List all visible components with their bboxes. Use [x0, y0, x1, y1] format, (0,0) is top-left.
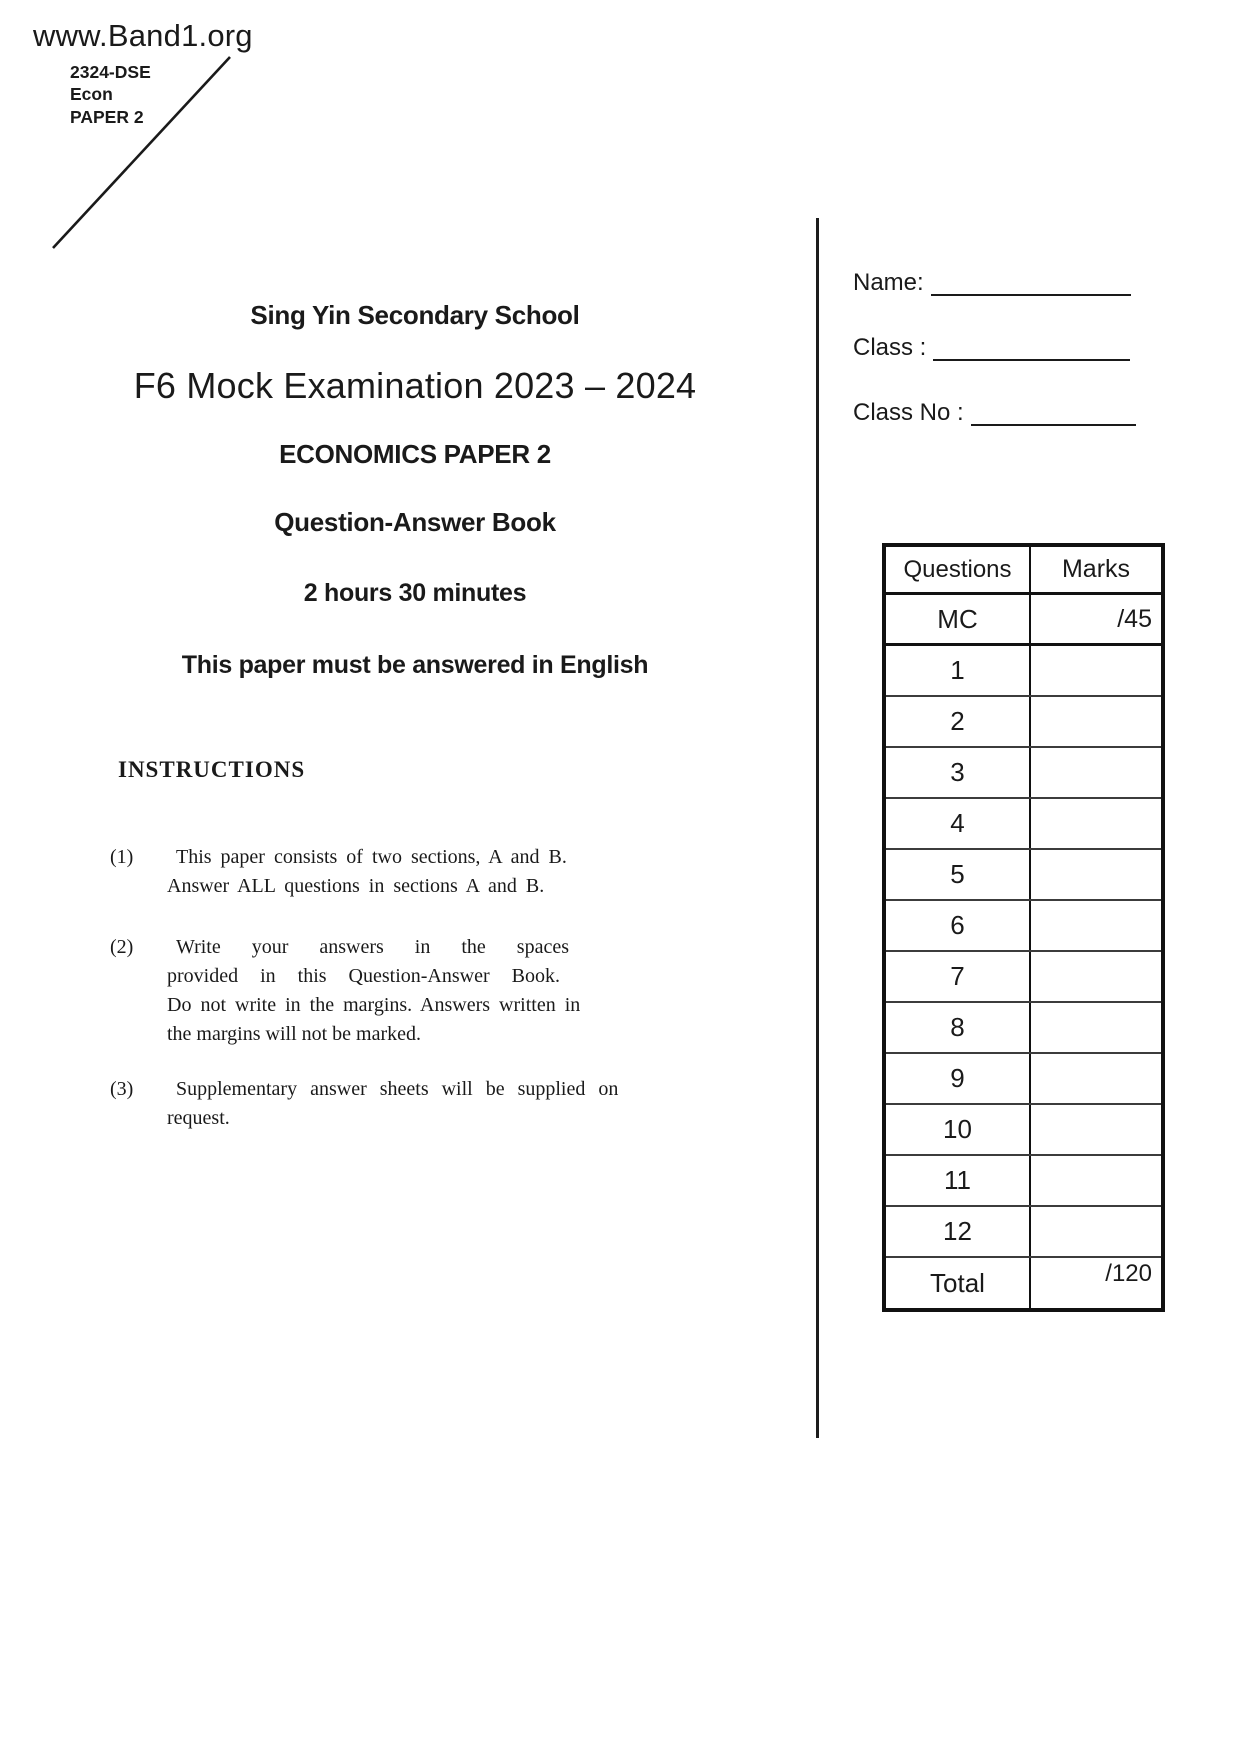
exam-title: F6 Mock Examination 2023 – 2024 [133, 365, 697, 406]
marks-cell [1031, 1054, 1161, 1103]
marks-table [882, 543, 1165, 1312]
vertical-divider-line [816, 218, 819, 1438]
marks-cell [1031, 1156, 1161, 1205]
blank-line [971, 404, 1136, 426]
marks-header-cell: Marks [1061, 555, 1131, 583]
instruction-number: (3) [110, 1078, 134, 1100]
blank-line [933, 339, 1130, 361]
instruction-number: (1) [110, 846, 134, 868]
paper-code-line: 2324-DSE [70, 62, 151, 82]
question-cell: 7 [886, 952, 1031, 1001]
site-watermark: www.Band1.org [33, 18, 253, 53]
field-label: Class No : [853, 399, 964, 426]
table-row [886, 901, 1161, 952]
name-field [853, 268, 1131, 297]
table-row [886, 1156, 1161, 1207]
instruction-item [110, 1075, 697, 1133]
instruction-line: Write your answers in the spaces [176, 936, 569, 958]
instruction-line: This paper consists of two sections, A and B. [176, 846, 567, 868]
instruction-line: Do not write in the margins. Answers written in [167, 994, 581, 1016]
table-row-total [886, 1258, 1161, 1308]
table-row [886, 1003, 1161, 1054]
question-cell: MC [886, 595, 1031, 643]
table-row [886, 595, 1161, 646]
language-note: This paper must be answered in English [181, 651, 649, 679]
question-cell: 1 [886, 646, 1031, 695]
instruction-number: (2) [110, 936, 134, 958]
instruction-line: Supplementary answer sheets will be supplied on [176, 1078, 619, 1100]
table-row [886, 697, 1161, 748]
duration: 2 hours 30 minutes [303, 579, 527, 607]
table-row [886, 1105, 1161, 1156]
instruction-line: provided in this Question-Answer Book. [167, 965, 560, 987]
instruction-item [110, 933, 697, 1049]
question-cell: 3 [886, 748, 1031, 797]
question-cell: 6 [886, 901, 1031, 950]
marks-cell [1031, 799, 1161, 848]
field-label: Name: [853, 269, 924, 296]
instruction-line: Answer ALL questions in sections A and B. [167, 875, 545, 897]
field-label: Class : [853, 334, 927, 361]
question-cell: 12 [886, 1207, 1031, 1256]
instruction-text [167, 843, 697, 901]
instruction-text [167, 1075, 697, 1133]
marks-cell [1031, 1105, 1161, 1154]
book-type: Question-Answer Book [274, 507, 556, 537]
instruction-line: request. [167, 1107, 230, 1129]
school-name: Sing Yin Secondary School [250, 300, 580, 330]
table-row [886, 1207, 1161, 1258]
table-row [886, 748, 1161, 799]
marks-cell [1031, 901, 1161, 950]
paper-code-line: Econ [70, 84, 113, 105]
question-cell: 2 [886, 697, 1031, 746]
table-row [886, 952, 1161, 1003]
instruction-line: the margins will not be marked. [167, 1023, 422, 1045]
instructions-title: INSTRUCTIONS [118, 757, 306, 782]
question-cell: 5 [886, 850, 1031, 899]
table-row [886, 1054, 1161, 1105]
diagonal-line [45, 48, 237, 254]
marks-cell [1031, 850, 1161, 899]
marks-table-header-row [886, 547, 1161, 595]
table-row [886, 646, 1161, 697]
marks-cell [1031, 952, 1161, 1001]
marks-cell [1031, 697, 1161, 746]
table-row [886, 850, 1161, 901]
question-cell: 4 [886, 799, 1031, 848]
question-cell: 8 [886, 1003, 1031, 1052]
marks-cell: /120 [1105, 1260, 1152, 1287]
question-cell: 9 [886, 1054, 1031, 1103]
marks-cell [1031, 748, 1161, 797]
marks-cell [1031, 1207, 1161, 1256]
subject-title: ECONOMICS PAPER 2 [279, 439, 551, 469]
questions-header-cell: Questions [886, 547, 1031, 592]
class-no-field [853, 398, 1136, 427]
instruction-text [167, 933, 697, 1049]
paper-code-line: PAPER 2 [70, 106, 144, 127]
question-cell: 11 [886, 1156, 1031, 1205]
blank-line [931, 274, 1131, 296]
instruction-item [110, 843, 697, 901]
table-row [886, 799, 1161, 850]
question-cell: 10 [886, 1105, 1031, 1154]
marks-cell [1031, 1003, 1161, 1052]
class-field [853, 333, 1130, 362]
marks-cell: /45 [1117, 604, 1152, 633]
marks-cell [1031, 646, 1161, 695]
question-cell: Total [886, 1258, 1031, 1308]
